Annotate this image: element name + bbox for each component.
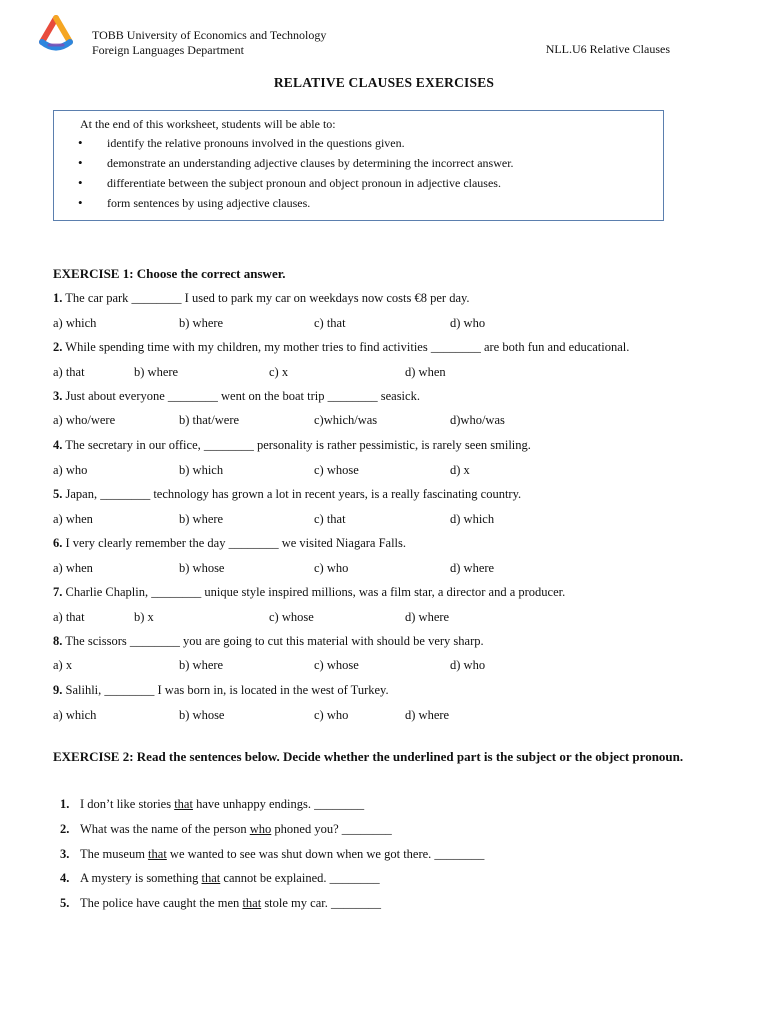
question: 9. Salihli, ________ I was born in, is located in the west of Turkey. <box>53 683 389 697</box>
exercise2-heading: EXERCISE 2: Read the sentences below. Decide whether the underlined part is the subject or the object pronoun. <box>53 749 684 764</box>
objectives-intro: At the end of this worksheet, students will be able to: <box>80 117 336 131</box>
option[interactable]: b) which <box>179 463 224 477</box>
question: 2. While spending time with my children, my mother tries to find activities ________ are both fun and educational. <box>53 340 630 354</box>
option[interactable]: d) which <box>450 512 495 526</box>
answer-options <box>53 610 703 625</box>
bullet-icon: • <box>78 135 83 150</box>
option[interactable]: c)which/was <box>314 413 378 427</box>
question: 7. Charlie Chaplin, ________ unique style inspired millions, was a film star, a director and a producer. <box>53 585 566 599</box>
option[interactable]: c) whose <box>269 610 314 624</box>
bullet-icon: • <box>78 155 83 170</box>
institution-block <box>92 28 326 57</box>
option[interactable]: d) when <box>405 365 446 379</box>
option[interactable]: a) who <box>53 463 88 477</box>
option[interactable]: b) where <box>179 512 224 526</box>
option[interactable]: c) that <box>314 316 346 330</box>
answer-options <box>53 365 703 380</box>
answer-options <box>53 413 703 428</box>
option[interactable]: a) when <box>53 561 93 575</box>
option[interactable]: a) that <box>53 365 85 379</box>
objectives-box <box>53 110 664 221</box>
option[interactable]: a) which <box>53 316 97 330</box>
option[interactable]: d) who <box>450 658 486 672</box>
exercise2-item: 5. The police have caught the men that stole my car. ________ <box>60 896 381 910</box>
question: 5. Japan, ________ technology has grown a lot in recent years, is a really fascinating country. <box>53 487 522 501</box>
question: 8. The scissors ________ you are going to cut this material with should be very sharp. <box>53 634 484 648</box>
option[interactable]: b) whose <box>179 708 225 722</box>
objective-item: • identify the relative pronouns involved in the questions given. <box>78 135 405 150</box>
page-title: RELATIVE CLAUSES EXERCISES <box>273 75 495 90</box>
option[interactable]: c) who <box>314 708 349 722</box>
option[interactable]: c) whose <box>314 658 359 672</box>
option[interactable]: a) which <box>53 708 97 722</box>
option[interactable]: d)who/was <box>450 413 505 427</box>
answer-options <box>53 463 703 478</box>
answer-options <box>53 316 703 331</box>
objective-item: • demonstrate an understanding adjective clauses by determining the incorrect answer. <box>78 155 514 170</box>
option[interactable]: a) x <box>53 658 73 672</box>
option[interactable]: b) whose <box>179 561 225 575</box>
option[interactable]: b) where <box>134 365 179 379</box>
option[interactable]: b) that/were <box>179 413 240 427</box>
objective-item: • form sentences by using adjective clauses. <box>78 195 311 210</box>
university-logo-icon <box>36 15 76 53</box>
department-name: Foreign Languages Department <box>92 42 244 57</box>
answer-options <box>53 512 703 527</box>
document-code: NLL.U6 Relative Clauses <box>545 42 670 56</box>
option[interactable]: d) where <box>450 561 495 575</box>
exercise2-item: 3. The museum that we wanted to see was shut down when we got there. ________ <box>60 847 485 861</box>
exercise2-item: 4. A mystery is something that cannot be explained. ________ <box>60 871 380 885</box>
answer-options <box>53 561 703 576</box>
option[interactable]: d) where <box>405 610 450 624</box>
option[interactable]: c) who <box>314 561 349 575</box>
option[interactable]: c) that <box>314 512 346 526</box>
option[interactable]: c) whose <box>314 463 359 477</box>
exercise2-item: 2. What was the name of the person who phoned you? ________ <box>60 822 392 836</box>
option[interactable]: d) x <box>450 463 470 477</box>
question: 3. Just about everyone ________ went on the boat trip ________ seasick. <box>53 389 420 403</box>
option[interactable]: a) who/were <box>53 413 116 427</box>
question: 6. I very clearly remember the day ________ we visited Niagara Falls. <box>53 536 407 550</box>
answer-options <box>53 658 703 673</box>
exercise1-heading: EXERCISE 1: Choose the correct answer. <box>53 266 286 281</box>
bullet-icon: • <box>78 175 83 190</box>
option[interactable]: b) where <box>179 316 224 330</box>
option[interactable]: b) where <box>179 658 224 672</box>
objective-item: • differentiate between the subject pronoun and object pronoun in adjective clauses. <box>78 175 501 190</box>
option[interactable]: a) that <box>53 610 85 624</box>
option[interactable]: d) who <box>450 316 486 330</box>
option[interactable]: c) x <box>269 365 289 379</box>
option[interactable]: b) x <box>134 610 154 624</box>
exercise2-item: 1. I don’t like stories that have unhappy endings. ________ <box>60 797 365 811</box>
option[interactable]: a) when <box>53 512 93 526</box>
answer-options <box>53 708 703 723</box>
question: 4. The secretary in our office, ________ personality is rather pessimistic, is rarely seen smiling. <box>53 438 531 452</box>
institution-name: TOBB University of Economics and Technology <box>92 28 327 42</box>
question: 1. The car park ________ I used to park my car on weekdays now costs €8 per day. <box>53 291 470 305</box>
objectives-list <box>78 136 514 216</box>
bullet-icon: • <box>78 195 83 210</box>
option[interactable]: d) where <box>405 708 450 722</box>
